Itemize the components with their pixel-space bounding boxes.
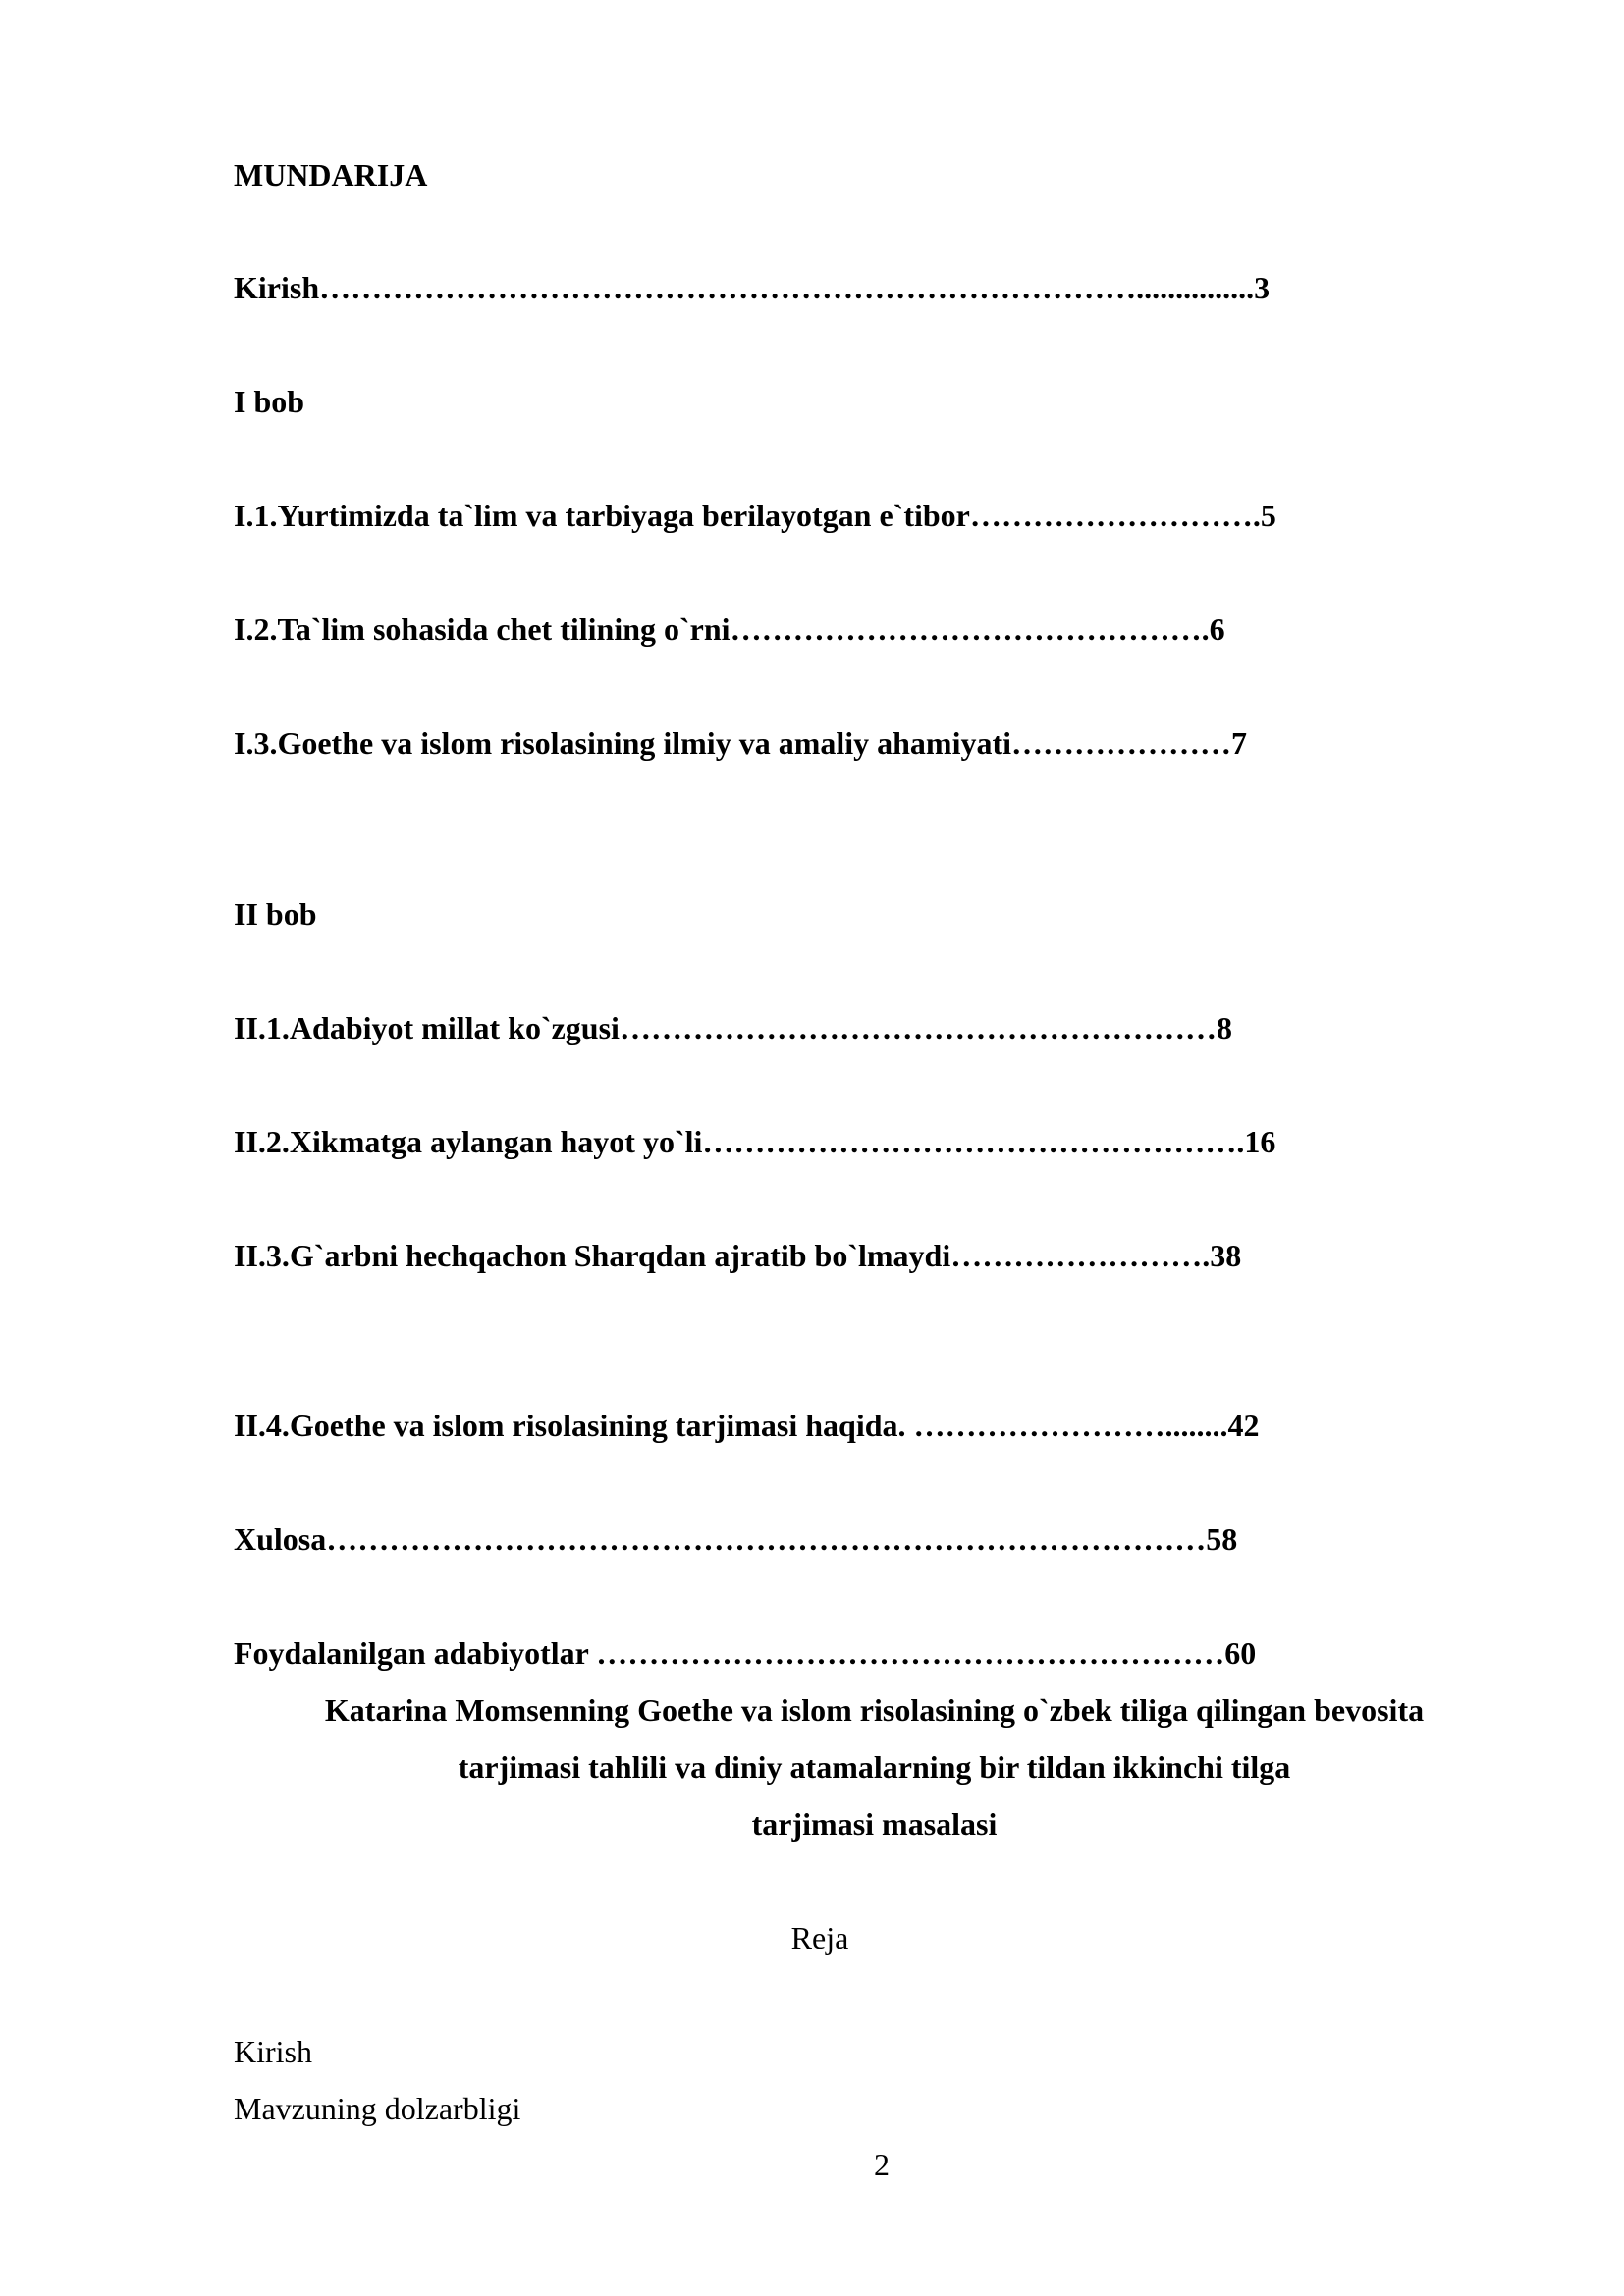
toc-entry-1-1: I.1.Yurtimizda ta`lim va tarbiyaga berilayotgan e`tibor……………………….5 [234, 498, 1276, 533]
title-line-1: Katarina Momsenning Goethe va islom risolasining o`zbek tiliga qilingan bevosita [324, 1692, 1425, 1728]
toc-entry-1-2: I.2.Ta`lim sohasida chet tilining o`rni……………………………………….6 [234, 612, 1225, 647]
toc-entry-references: Foydalanilgan adabiyotlar ……………………………………………………60 [234, 1635, 1257, 1671]
plan-heading: Reja [790, 1920, 849, 1955]
toc-entry-2-3: II.3.G`arbni hechqachon Sharqdan ajratib bo`lmaydi…………………….38 [234, 1238, 1242, 1273]
toc-entry-2-2: II.2.Xikmatga aylangan hayot yo`li…………………………………………….16 [234, 1124, 1276, 1159]
toc-entry-chapter-1: I bob [234, 384, 305, 419]
toc-entry-xulosa: Xulosa…………………………………………………………………………58 [234, 1522, 1238, 1557]
toc-entry-2-1: II.1.Adabiyot millat ko`zgusi…………………………………………………8 [234, 1010, 1232, 1045]
title-line-2: tarjimasi tahlili va diniy atamalarning bir tildan ikkinchi tilga [458, 1749, 1291, 1785]
plan-item-kirish: Kirish [234, 2034, 312, 2069]
title-line-3: tarjimasi masalasi [751, 1806, 998, 1842]
toc-entry-kirish: Kirish……………………………………………………………………...............3 [234, 270, 1271, 305]
toc-entry-1-3: I.3.Goethe va islom risolasining ilmiy va amaliy ahamiyati…………………7 [234, 725, 1248, 761]
toc-heading: MUNDARIJA [234, 157, 428, 192]
plan-item-dolzarblik: Mavzuning dolzarbligi [234, 2091, 521, 2126]
toc-entry-2-4: II.4.Goethe va islom risolasining tarjimasi haqida. ……………………........42 [234, 1408, 1260, 1443]
toc-entry-chapter-2: II bob [234, 896, 317, 932]
page-number: 2 [874, 2147, 890, 2182]
